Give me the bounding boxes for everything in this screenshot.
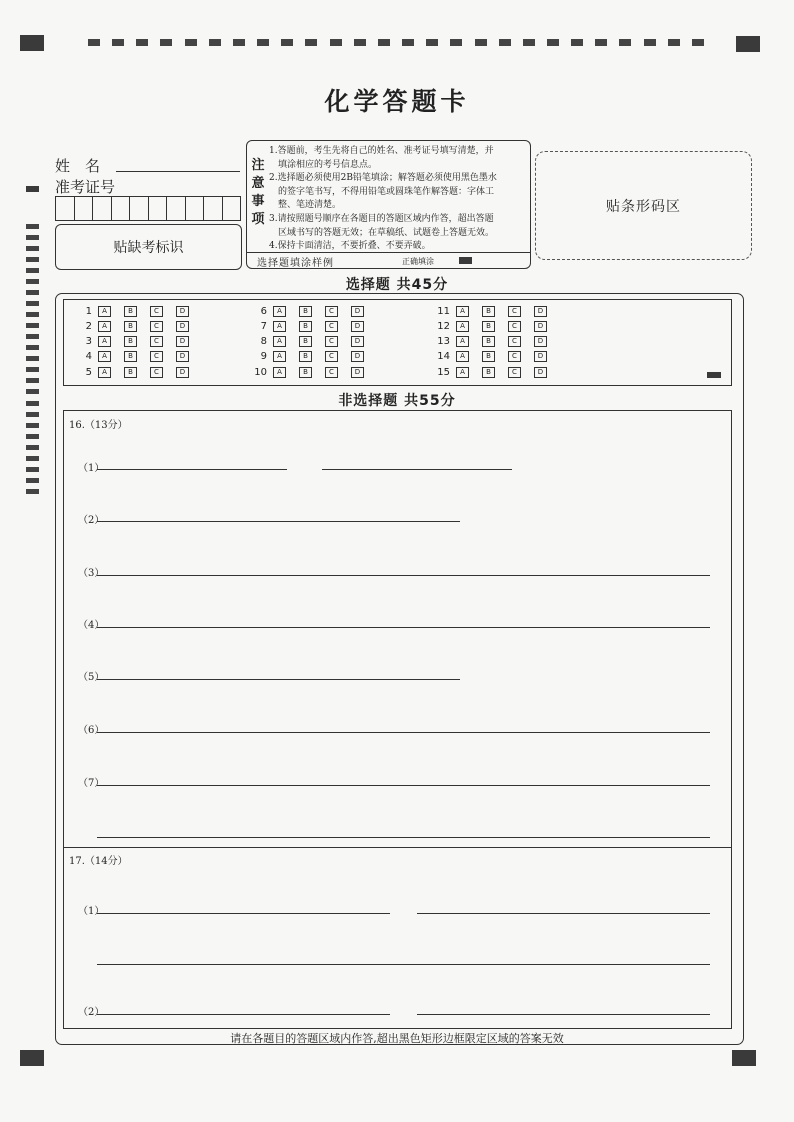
mc-option-bubble[interactable]: B — [482, 321, 495, 332]
mc-option-bubble[interactable]: C — [325, 367, 338, 378]
mc-option-bubble[interactable]: B — [124, 336, 137, 347]
q16-box — [63, 410, 732, 848]
mc-question-row — [436, 351, 560, 362]
mc-option-bubble[interactable]: D — [534, 351, 547, 362]
mc-question-row — [253, 367, 377, 378]
mc-question-row — [253, 321, 377, 332]
mc-option-bubble[interactable]: D — [351, 306, 364, 317]
q16-part-4-blank[interactable] — [97, 627, 710, 628]
q16-part-6-blank[interactable] — [97, 732, 710, 733]
mc-option-bubble[interactable]: D — [534, 367, 547, 378]
q16-part-3-blank[interactable] — [97, 575, 710, 576]
mc-option-bubble[interactable]: B — [482, 351, 495, 362]
mc-option-bubble[interactable]: A — [98, 306, 111, 317]
mc-option-bubble[interactable]: A — [456, 367, 469, 378]
corner-mark-top-right — [736, 36, 760, 52]
mc-option-bubble[interactable]: A — [273, 367, 286, 378]
mc-option-bubble[interactable]: D — [176, 351, 189, 362]
mc-option-bubble[interactable]: B — [124, 367, 137, 378]
mc-option-bubble[interactable]: C — [508, 351, 521, 362]
mc-option-bubble[interactable]: B — [482, 306, 495, 317]
side-mark — [26, 186, 39, 192]
mc-option-bubble[interactable]: B — [299, 351, 312, 362]
mc-option-bubble[interactable]: C — [150, 306, 163, 317]
mc-option-bubble[interactable]: A — [273, 321, 286, 332]
name-field[interactable] — [116, 170, 240, 172]
absent-sticker-box — [55, 224, 242, 270]
mc-option-bubble[interactable]: C — [508, 321, 521, 332]
mc-option-bubble[interactable]: A — [273, 336, 286, 347]
mc-question-number: 6 — [260, 306, 267, 317]
mc-option-bubble[interactable]: A — [456, 336, 469, 347]
mc-option-bubble[interactable]: B — [299, 321, 312, 332]
mc-question-number: 11 — [437, 306, 450, 317]
mc-question-number: 7 — [260, 321, 267, 332]
mc-question-number: 8 — [260, 336, 267, 347]
nonmc-section-title: 非选择题 共55分 — [338, 393, 456, 409]
mc-option-bubble[interactable]: A — [456, 306, 469, 317]
mc-question-number: 2 — [85, 321, 92, 332]
notice-text: 1.答题前，考生先将自己的姓名、准考证号填写清楚，并 填涂相应的考号信息点。 2.选择题必须使用2B铅笔填涂；解答题必须使用黑色墨水 的签字笔书写，不得用铅笔或圆珠笔作解答题：字体工 整、笔迹清楚。 3.请按照题号顺序在各题目的答题区域内作答，超出答题 区域书写的答题无效；在草稿纸、试题卷上答题无效。 4.保持卡面清洁，不要折叠、不要弄破。 — [269, 146, 497, 252]
mc-question-number: 14 — [437, 351, 450, 362]
q16-part-1-blank-a[interactable] — [97, 469, 287, 470]
notice-box — [246, 140, 531, 269]
mc-option-bubble[interactable]: B — [124, 351, 137, 362]
q16-part-1-blank-b[interactable] — [322, 469, 512, 470]
corner-mark-bottom-right — [732, 1050, 756, 1066]
mc-question-number: 10 — [254, 367, 267, 378]
mc-option-bubble[interactable]: B — [124, 321, 137, 332]
mc-question-number: 3 — [85, 336, 92, 347]
mc-question-number: 13 — [437, 336, 450, 347]
mc-option-bubble[interactable]: D — [351, 351, 364, 362]
mc-question-row — [78, 321, 202, 332]
mc-question-number: 4 — [85, 351, 92, 362]
mc-option-bubble[interactable]: D — [176, 321, 189, 332]
q16-part-3-label: （3） — [78, 568, 105, 579]
mc-option-bubble[interactable]: D — [176, 336, 189, 347]
mc-option-bubble[interactable]: C — [508, 336, 521, 347]
mc-option-bubble[interactable]: D — [351, 367, 364, 378]
mc-option-bubble[interactable]: D — [534, 306, 547, 317]
mc-option-bubble[interactable]: A — [98, 367, 111, 378]
mc-question-number: 12 — [437, 321, 450, 332]
q17-box — [63, 846, 732, 1029]
mc-option-bubble[interactable]: A — [98, 336, 111, 347]
q17-part-2-blank-a[interactable] — [97, 1014, 390, 1015]
left-timing-marks — [26, 224, 39, 494]
mc-question-number: 9 — [260, 351, 267, 362]
mc-option-bubble[interactable]: D — [534, 321, 547, 332]
q16-part-7-label: （7） — [78, 778, 105, 789]
mc-question-row — [253, 336, 377, 347]
mc-option-bubble[interactable]: C — [325, 351, 338, 362]
mc-option-bubble[interactable]: C — [150, 367, 163, 378]
footer-note: 请在各题目的答题区域内作答,超出黑色矩形边框限定区域的答案无效 — [230, 1032, 564, 1045]
mc-option-bubble[interactable]: A — [456, 321, 469, 332]
mc-option-bubble[interactable]: B — [299, 336, 312, 347]
q17-part-1-blank-b[interactable] — [417, 913, 710, 914]
q16-part-4-label: （4） — [78, 620, 105, 631]
mc-option-bubble[interactable]: C — [325, 336, 338, 347]
q17-part-2-label: （2） — [78, 1007, 105, 1018]
mc-option-bubble[interactable]: A — [273, 351, 286, 362]
mc-option-bubble[interactable]: C — [325, 321, 338, 332]
name-label: 姓 名 — [55, 157, 101, 175]
q16-part-7-blank-a[interactable] — [97, 785, 710, 786]
corner-mark-bottom-left — [20, 1050, 44, 1066]
mc-option-bubble[interactable]: A — [273, 306, 286, 317]
mc-option-bubble[interactable]: B — [299, 306, 312, 317]
q17-part-1-blank-a[interactable] — [97, 913, 390, 914]
absent-label: 贴缺考标识 — [113, 240, 184, 256]
sample-label: 选择题填涂样例 — [257, 258, 334, 269]
mc-option-bubble[interactable]: C — [325, 306, 338, 317]
mc-option-bubble[interactable]: B — [482, 336, 495, 347]
mc-question-row — [436, 367, 560, 378]
q17-part-1-label: （1） — [78, 906, 105, 917]
mc-option-bubble[interactable]: A — [456, 351, 469, 362]
q16-part-5-blank[interactable] — [97, 679, 460, 680]
mc-option-bubble[interactable]: D — [534, 336, 547, 347]
mc-option-bubble[interactable]: C — [150, 321, 163, 332]
mc-option-bubble[interactable]: B — [482, 367, 495, 378]
barcode-area — [535, 151, 752, 260]
mc-question-row — [78, 351, 202, 362]
notice-divider — [247, 252, 530, 253]
exam-id-label: 准考证号 — [55, 178, 116, 196]
mc-section-title: 选择题 共45分 — [345, 277, 449, 293]
q17-part-2-blank-b[interactable] — [417, 1014, 710, 1015]
notice-side-label: 注 意 事 项 — [251, 158, 265, 227]
mc-question-row — [253, 306, 377, 317]
mc-marker — [707, 372, 721, 378]
filled-sample-mark — [459, 257, 472, 264]
mc-option-bubble[interactable]: D — [351, 321, 364, 332]
q16-part-1-label: （1） — [78, 463, 105, 474]
mc-question-row — [78, 306, 202, 317]
mc-option-bubble[interactable]: C — [508, 306, 521, 317]
corner-mark-top-left — [20, 35, 44, 51]
correct-label: 正确填涂 — [402, 257, 434, 266]
q16-header: 16.（13分） — [69, 420, 128, 431]
mc-option-bubble[interactable]: C — [508, 367, 521, 378]
exam-id-grid[interactable] — [55, 196, 241, 221]
barcode-label: 贴条形码区 — [606, 198, 681, 215]
mc-question-number: 1 — [85, 306, 92, 317]
mc-option-bubble[interactable]: C — [150, 351, 163, 362]
mc-question-row — [253, 351, 377, 362]
mc-question-row — [78, 367, 202, 378]
mc-question-number: 5 — [85, 367, 92, 378]
mc-option-bubble[interactable]: D — [176, 367, 189, 378]
q16-part-2-blank[interactable] — [97, 521, 460, 522]
q17-part-1-blank-c[interactable] — [97, 964, 710, 965]
q16-part-7-blank-b[interactable] — [97, 837, 710, 838]
q16-part-5-label: （5） — [78, 672, 105, 683]
q16-part-6-label: （6） — [78, 725, 105, 736]
mc-question-number: 15 — [437, 367, 450, 378]
top-timing-marks — [88, 39, 704, 47]
mc-option-bubble[interactable]: A — [98, 321, 111, 332]
mc-option-bubble[interactable]: A — [98, 351, 111, 362]
mc-option-bubble[interactable]: B — [124, 306, 137, 317]
page-title: 化学答题卡 — [324, 87, 470, 116]
mc-option-bubble[interactable]: D — [351, 336, 364, 347]
mc-question-row — [78, 336, 202, 347]
mc-question-row — [436, 321, 560, 332]
mc-question-row — [436, 336, 560, 347]
mc-option-bubble[interactable]: D — [176, 306, 189, 317]
mc-question-row — [436, 306, 560, 317]
mc-option-bubble[interactable]: C — [150, 336, 163, 347]
mc-option-bubble[interactable]: B — [299, 367, 312, 378]
q16-part-2-label: （2） — [78, 515, 105, 526]
q17-header: 17.（14分） — [69, 856, 128, 867]
